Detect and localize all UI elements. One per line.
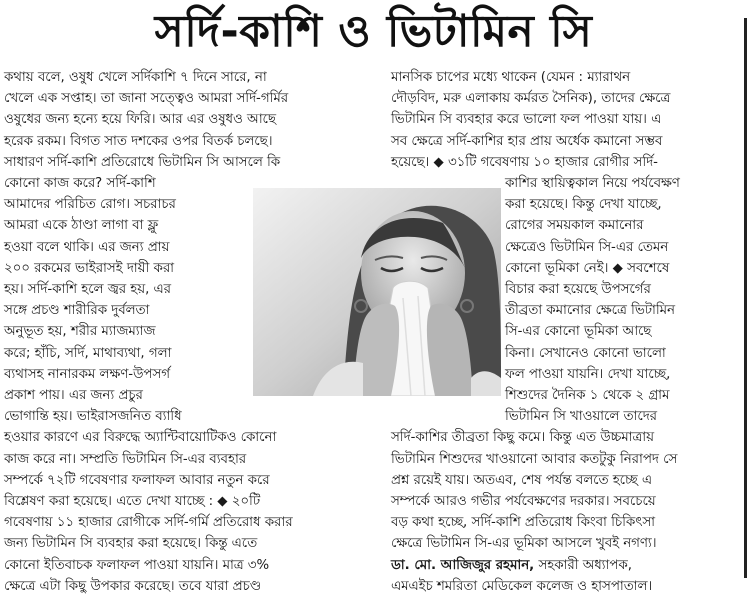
text-line: প্রশ্ন রয়েই যায়। অতএব, শেষ পর্যন্ত বলতে হচ্ছে এ [391, 472, 652, 488]
text-line: কোনো ইতিবাচক ফলাফল পাওয়া যায়নি। মাত্র ৩% [4, 557, 270, 573]
article-headline: সর্দি-কাশি ও ভিটামিন সি [154, 6, 593, 57]
text-line: ২০০ রকমের ভাইরাসই দায়ী করা [4, 260, 175, 276]
text-line: কিনা। সেখানেও কোনো ভালো [505, 345, 666, 361]
text-line: ওষুধের জন্য হন্যে হয়ে ফিরি। আর এর ওষুধও আছে [4, 112, 276, 128]
text-line: বিশ্লেষণ করা হয়েছে। এতে দেখা যাচ্ছে : ◆ ২০টি [4, 494, 261, 509]
text-line: সম্পর্কে ৭২টি গবেষণার ফলাফল আবার নতুন করে [4, 472, 270, 488]
article-photo [253, 188, 501, 396]
author-credit [391, 555, 632, 576]
text-line: হওয়ার কারণে এর বিরুদ্ধে অ্যান্টিবায়োটিকও কোনো [4, 430, 277, 446]
text-line: সি-এর কোনো ভূমিকা আছে [505, 324, 652, 340]
text-line: ক্ষেত্রে ভিটামিন সি-এর ভূমিকা আসলে খুবই নগণ্য। [391, 536, 657, 552]
text-line: হয়। সর্দি-কাশি হলে জ্বর হয়, এর [4, 282, 171, 297]
text-line: খেলে এক সপ্তাহ। তা জানা সত্ত্বেও আমরা সর্দি-গর্মির [4, 91, 289, 107]
text-line: সাধারণ সর্দি-কাশি প্রতিরোধে ভিটামিন সি আসলে কি [4, 154, 281, 170]
text-line: ভিটামিন সি খাওয়ালে তাদের [505, 409, 657, 425]
author-institution: এমএইচ শমরিতা মেডিকেল কলেজ ও হাসপাতাল। [391, 578, 653, 594]
text-line: আমরা একে ঠাণ্ডা লাগা বা ফ্লু [4, 218, 159, 234]
text-line: জন্য ভিটামিন সি ব্যবহার করা হয়েছে। কিন্তু এতে [4, 536, 258, 552]
text-line: ব্যথাসহ নানারকম লক্ষণ-উপসর্গ [4, 366, 170, 382]
author-designation: সহকারী অধ্যাপক, [534, 557, 632, 573]
text-line: কোনো ভূমিকা নেই। ◆ সবশেষে [505, 260, 670, 276]
text-line: ক্ষেত্রেও ভিটামিন সি-এর তেমন [505, 239, 669, 255]
text-line: বড় কথা হচ্ছে, সর্দি-কাশি প্রতিরোধ কিংবা চিকিৎসা [391, 515, 655, 531]
text-line: সর্দি-কাশির তীব্রতা কিছু কমে। কিন্তু এত উচ্চমাত্রায় [391, 430, 654, 446]
text-line: হরেক রকম। বিগত সাত দশকের ওপর বিতর্ক চলছে। [4, 133, 273, 149]
text-line: কথায় বলে, ওষুধ খেলে সর্দিকাশি ৭ দিনে সারে, না [4, 70, 267, 85]
text-line: হওয়া বলে থাকি। এর জন্য প্রায় [4, 239, 170, 255]
text-line: ভিটামিন সি ব্যবহার করে ভালো ফল পাওয়া যায়। এ [391, 112, 662, 128]
text-line: সঙ্গে প্রচণ্ড শারীরিক দুর্বলতা [4, 303, 150, 319]
text-line: গবেষণায় ১১ হাজার রোগীকে সর্দি-গর্মি প্রতিরোধ করার [4, 515, 293, 531]
text-line: তীব্রতা কমানোর ক্ষেত্রে ভিটামিন [505, 303, 675, 319]
text-line: সম্পর্কে আরও গভীর পর্যবেক্ষণের দরকার। সবচেয়ে [391, 494, 656, 509]
text-line: হয়েছে। ◆ ৩১টি গবেষণায় ১০ হাজার রোগীর সর্দি- [391, 154, 658, 170]
text-line: সব ক্ষেত্রে সর্দি-কাশির হার প্রায় অর্ধেক কমানো সম্ভব [391, 133, 663, 149]
text-line: ক্ষেত্রে এটা কিছু উপকার করেছে। তবে যারা প্রচণ্ড [4, 578, 261, 594]
text-line: ভোগান্তি হয়। ভাইরাসজনিত ব্যাধি [4, 409, 182, 425]
text-line: আমাদের পরিচিত রোগ। সচরাচর [4, 197, 176, 213]
text-line: দৌড়বিদ, মরু এলাকায় কর্মরত সৈনিক), তাদের ক্ষেত্রে [391, 91, 671, 107]
text-line: প্রকাশ পায়। এর জন্য প্রচুর [4, 388, 143, 403]
text-line: কোনো কাজ করে? সর্দি-কাশি [4, 176, 156, 191]
text-line: শিশুদের দৈনিক ১ থেকে ২ গ্রাম [505, 388, 670, 403]
person-sneezing-icon [253, 188, 501, 396]
text-line: বিচার করা হয়েছে উপসর্গের [505, 282, 651, 297]
text-line: রোগের সময়কাল কমানোর [505, 218, 644, 234]
text-line: অনুভূত হয়, শরীর ম্যাজম্যাজ [4, 324, 156, 340]
text-line: করা হয়েছে। কিন্তু দেখা যাচ্ছে, [505, 197, 662, 213]
text-line: কাশির স্থায়িত্বকাল নিয়ে পর্যবেক্ষণ [505, 176, 680, 191]
author-name: ডা. মো. আজিজুর রহমান, [391, 557, 535, 573]
text-line: ভিটামিন শিশুদের খাওয়ানো আবার কতটুকু নিরাপদ সে [391, 451, 678, 467]
text-line: কাজ করে না। সম্প্রতি ভিটামিন সি-এর ব্যবহার [4, 451, 247, 467]
text-line: ফল পাওয়া যায়নি। দেখা যাচ্ছে, [505, 366, 671, 382]
text-line: করে; হাঁচি, সর্দি, মাথাব্যথা, গলা [4, 345, 172, 361]
text-line: মানসিক চাপের মধ্যে থাকেন (যেমন : ম্যারাথন [391, 70, 631, 85]
